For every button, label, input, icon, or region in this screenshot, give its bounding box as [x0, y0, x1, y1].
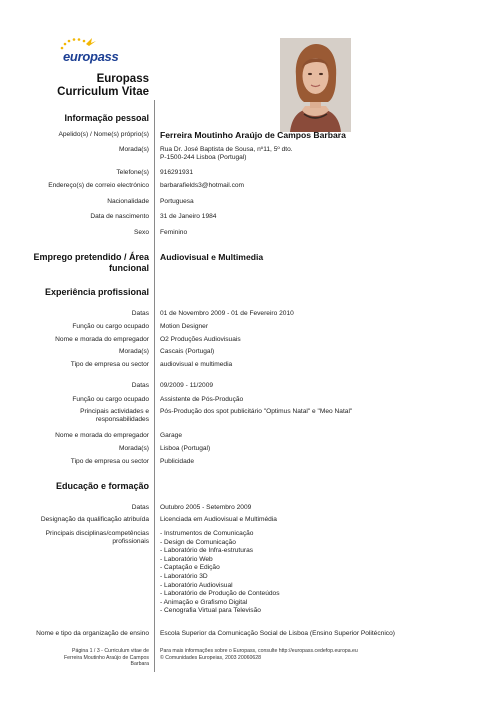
edu-subjects-label: [4, 530, 149, 547]
logo-text: [63, 49, 118, 64]
subject-item: - Design de Comunicação: [160, 538, 236, 546]
job2-address-label: Morada(s): [118, 445, 149, 452]
email-value: barbarafields3@hotmail.com: [160, 182, 245, 189]
birth-date-label: Data de nascimento: [90, 213, 149, 220]
footer-left-line-3: Barbara: [130, 661, 149, 668]
portrait-illustration: [280, 38, 351, 132]
job2-employer: Garage: [160, 432, 182, 439]
job1-role: Motion Designer: [160, 323, 209, 330]
logo-suffix: pass: [89, 49, 119, 64]
address-line-1: Rua Dr. José Baptista de Sousa, nº11, 5º dto.: [160, 146, 293, 153]
job1-employer-label: Nome e morada do empregador: [55, 336, 149, 343]
desired-employment-value: Audiovisual e Multimedia: [160, 252, 264, 262]
edu-org-label: Nome e tipo da organização de ensino: [36, 630, 149, 637]
email-label: Endereço(s) de correio electrónico: [48, 182, 149, 189]
subject-item: - Animação e Grafismo Digital: [160, 598, 248, 606]
desired-employment-label: [33, 252, 149, 274]
job2-sector-label: Tipo de empresa ou sector: [70, 458, 149, 465]
job2-activities-label-line-1: Principais actividades e: [80, 408, 149, 415]
job1-sector: audiovisual e multimedia: [160, 361, 233, 368]
title-line-1: Europass: [96, 73, 149, 85]
edu-qualification-label: Designação da qualificação atribuída: [40, 516, 149, 523]
job1-dates-label: Datas: [131, 310, 149, 317]
desired-label-line-1: Emprego pretendido / Área: [33, 252, 149, 262]
job2-role: Assistente de Pós-Produção: [160, 396, 244, 403]
edu-qualification: Licenciada em Audiovisual e Multimédia: [160, 516, 277, 523]
phone-value: 916291931: [160, 169, 194, 176]
footer-left-line-2: Ferreira Moutinho Araújo de Campos: [63, 654, 149, 661]
job2-activities-label: [4, 408, 149, 425]
cv-title: [57, 73, 149, 99]
edu-subjects-list: [160, 530, 480, 616]
edu-org: Escola Superior da Comunicação Social de Lisboa (Ensino Superior Politécnico): [160, 630, 395, 637]
name-label: Apelido(s) / Nome(s) próprio(s): [58, 131, 149, 138]
footer-right-line-1: Para mais informações sobre o Europass, consulte http://europass.cedefop.europa.eu: [160, 648, 358, 654]
address-line-2: P-1500-244 Lisboa (Portugal): [160, 154, 247, 162]
job2-dates: 09/2009 - 11/2009: [160, 382, 214, 389]
job1-address-label: Morada(s): [118, 348, 149, 355]
nationality-value: Portuguesa: [160, 198, 194, 205]
job1-employer: O2 Produções Audiovisuais: [160, 336, 241, 343]
job1-role-label: Função ou cargo ocupado: [72, 323, 149, 330]
job1-dates: 01 de Novembro 2009 - 01 de Fevereiro 2010: [160, 310, 294, 317]
subject-item: - Captação e Edição: [160, 564, 220, 572]
job2-employer-label: Nome e morada do empregador: [55, 432, 149, 439]
title-line-2: Curriculum Vitae: [57, 86, 149, 98]
logo-prefix: euro: [63, 49, 90, 64]
section-heading-personal: Informação pessoal: [64, 113, 149, 123]
column-divider: [154, 100, 155, 672]
subject-item: - Laboratório Audiovisual: [160, 581, 233, 589]
job2-activities-label-line-2: responsabilidades: [95, 416, 149, 424]
footer-right-line-2: © Comunidades Europeias, 2003 20060628: [160, 654, 262, 661]
job2-address: Lisboa (Portugal): [160, 445, 211, 452]
desired-label-line-2: funcional: [109, 263, 149, 273]
job2-sector: Publicidade: [160, 458, 195, 465]
address-value: [160, 146, 480, 163]
section-heading-experience: Experiência profissional: [44, 287, 149, 297]
job1-sector-label: Tipo de empresa ou sector: [70, 361, 149, 368]
subject-item: - Cenografia Virtual para Televisão: [160, 607, 261, 615]
edu-subjects-label-line-2: profissionais: [112, 538, 149, 546]
subject-item: - Laboratório 3D: [160, 572, 208, 580]
address-label: Morada(s): [118, 146, 149, 153]
section-heading-education: Educação e formação: [55, 481, 149, 491]
subject-item: - Laboratório Web: [160, 555, 213, 563]
nationality-label: Nacionalidade: [107, 198, 149, 205]
footer-europass-info: [160, 648, 480, 661]
edu-subjects-label-line-1: Principais disciplinas/competências: [45, 530, 149, 537]
phone-label: Telefone(s): [116, 169, 149, 176]
subject-item: - Laboratório de Infra-estruturas: [160, 547, 254, 555]
footer-page-info: [19, 648, 149, 668]
birth-date-value: 31 de Janeiro 1984: [160, 213, 217, 220]
portrait-photo: [280, 38, 351, 132]
job2-activities: Pós-Produção dos spot publicitário "Optimus Natal" e "Meo Natal": [160, 408, 353, 415]
sex-label: Sexo: [133, 229, 149, 236]
sex-value: Feminino: [160, 229, 188, 236]
edu-dates: Outubro 2005 - Setembro 2009: [160, 504, 252, 511]
job1-address: Cascais (Portugal): [160, 348, 215, 355]
job2-role-label: Função ou cargo ocupado: [72, 396, 149, 403]
subject-item: - Instrumentos de Comunicação: [160, 530, 254, 537]
name-value: Ferreira Moutinho Araújo de Campos Barbara: [160, 130, 346, 140]
footer-left-line-1: Página 1 / 3 - Curriculum vitae de: [72, 648, 149, 654]
subject-item: - Laboratório de Produção de Conteúdos: [160, 590, 280, 598]
job2-dates-label: Datas: [131, 382, 149, 389]
europass-logo: [58, 36, 124, 70]
edu-dates-label: Datas: [131, 504, 149, 511]
